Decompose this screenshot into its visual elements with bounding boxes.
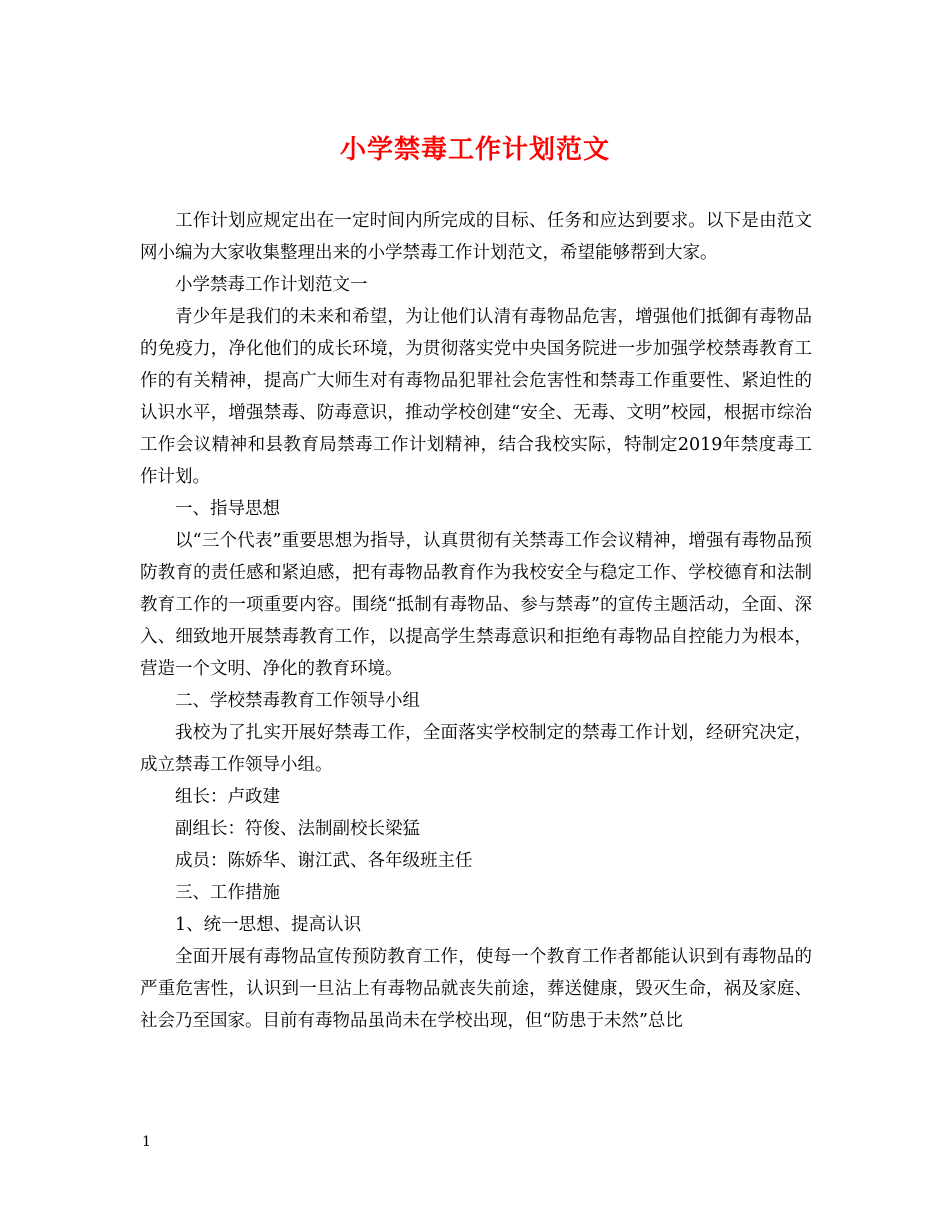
paragraph-intro: 工作计划应规定出在一定时间内所完成的目标、任务和应达到要求。以下是由范文网小编为大家收集整理出来的小学禁毒工作计划范文，希望能够帮到大家。 [140,211,812,263]
paragraph-background: 青少年是我们的未来和希望，为让他们认清有毒物品危害，增强他们抵御有毒物品的免疫力，净化他们的成长环境，为贯彻落实党中央国务院进一步加强学校禁毒教育工作的有关精神，提高广大师生对有毒物品犯罪社会危害性和禁毒工作重要性、紧迫性的认识水平，增强禁毒、防毒意识，推动学校创建“安全、无毒、文明”校园，根据市综治工作会议精神和县教育局禁毒工作计划精神，结合我校实际，特制定2019年禁度毒工作计划。 [140,307,812,487]
leader-line: 组长：卢政建 [175,787,280,807]
subheading-unify-thinking: 1、统一思想、提高认识 [175,915,362,935]
page-number: 1 [142,1134,151,1150]
members-line: 成员：陈娇华、谢江武、各年级班主任 [175,851,473,871]
document-title: 小学禁毒工作计划范文 [339,135,610,165]
section-heading-guiding-thought: 一、指导思想 [175,499,280,519]
section-heading-leadership-group: 二、学校禁毒教育工作领导小组 [175,691,420,711]
paragraph-guiding-thought: 以“三个代表”重要思想为指导，认真贯彻有关禁毒工作会议精神，增强有毒物品预防教育的责任感和紧迫感，把有毒物品教育作为我校安全与稳定工作、学校德育和法制教育工作的一项重要内容。围绕“抵制有毒物品、参与禁毒”的宣传主题活动，全面、深入、细致地开展禁毒教育工作，以提高学生禁毒意识和拒绝有毒物品自控能力为根本，营造一个文明、净化的教育环境。 [140,531,812,679]
document-body [140,205,812,1037]
section-heading-work-measures: 三、工作措施 [175,883,280,903]
deputy-leader-line: 副组长：符俊、法制副校长梁猛 [175,819,420,839]
paragraph-leadership-group: 我校为了扎实开展好禁毒工作，全面落实学校制定的禁毒工作计划，经研究决定，成立禁毒工作领导小组。 [140,723,812,775]
section-heading-sample-one: 小学禁毒工作计划范文一 [175,275,368,295]
paragraph-unify-thinking: 全面开展有毒物品宣传预防教育工作，使每一个教育工作者都能认识到有毒物品的严重危害性，认识到一旦沾上有毒物品就丧失前途，葬送健康，毁灭生命，祸及家庭、社会乃至国家。目前有毒物品虽尚未在学校出现，但“防患于未然”总比 [140,947,812,1031]
